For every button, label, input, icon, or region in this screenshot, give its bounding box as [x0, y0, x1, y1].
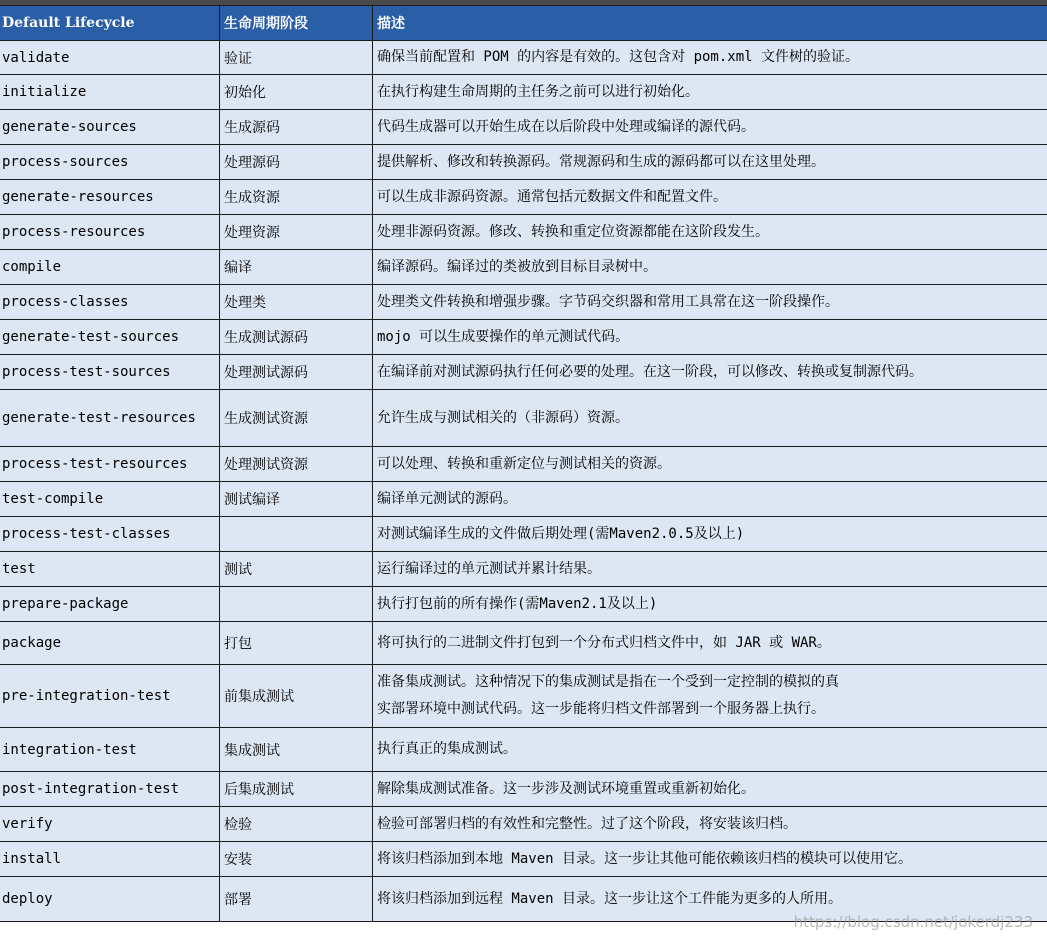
stage-cell: 处理测试源码	[220, 355, 373, 390]
stage-cell: 处理资源	[220, 215, 373, 250]
header-phase: Default Lifecycle	[0, 6, 220, 41]
watermark: https://blog.csdn.net/jokerdj233	[793, 913, 1033, 931]
table-row	[0, 75, 1047, 110]
phase-cell: process-test-classes	[0, 517, 220, 552]
description-cell: 执行打包前的所有操作(需Maven2.1及以上)	[373, 587, 1047, 622]
stage-cell	[220, 517, 373, 552]
maven-lifecycle-table	[0, 5, 1047, 922]
description-cell: 处理类文件转换和增强步骤。字节码交织器和常用工具常在这一阶段操作。	[373, 285, 1047, 320]
description-cell: 处理非源码资源。修改、转换和重定位资源都能在这阶段发生。	[373, 215, 1047, 250]
table-row	[0, 665, 1047, 728]
description-cell: 代码生成器可以开始生成在以后阶段中处理或编译的源代码。	[373, 110, 1047, 145]
description-cell: mojo 可以生成要操作的单元测试代码。	[373, 320, 1047, 355]
table-row	[0, 180, 1047, 215]
description-cell: 在编译前对测试源码执行任何必要的处理。在这一阶段，可以修改、转换或复制源代码。	[373, 355, 1047, 390]
stage-cell: 处理类	[220, 285, 373, 320]
table-header-row	[0, 6, 1047, 41]
stage-cell: 生成测试资源	[220, 390, 373, 447]
phase-cell: integration-test	[0, 728, 220, 772]
stage-cell: 初始化	[220, 75, 373, 110]
stage-cell: 测试	[220, 552, 373, 587]
description-cell: 对测试编译生成的文件做后期处理(需Maven2.0.5及以上)	[373, 517, 1047, 552]
phase-cell: pre-integration-test	[0, 665, 220, 728]
stage-cell: 安装	[220, 842, 373, 877]
table-row	[0, 355, 1047, 390]
table-row	[0, 447, 1047, 482]
phase-cell: process-test-sources	[0, 355, 220, 390]
phase-cell: process-test-resources	[0, 447, 220, 482]
phase-cell: generate-sources	[0, 110, 220, 145]
phase-cell: process-resources	[0, 215, 220, 250]
stage-cell: 生成源码	[220, 110, 373, 145]
table-row	[0, 552, 1047, 587]
description-cell: 将可执行的二进制文件打包到一个分布式归档文件中，如 JAR 或 WAR。	[373, 622, 1047, 665]
table-row	[0, 622, 1047, 665]
table-row	[0, 145, 1047, 180]
table-row	[0, 772, 1047, 807]
description-cell: 编译单元测试的源码。	[373, 482, 1047, 517]
phase-cell: prepare-package	[0, 587, 220, 622]
table-row	[0, 390, 1047, 447]
stage-cell: 处理源码	[220, 145, 373, 180]
phase-cell: package	[0, 622, 220, 665]
description-cell: 执行真正的集成测试。	[373, 728, 1047, 772]
description-cell: 编译源码。编译过的类被放到目标目录树中。	[373, 250, 1047, 285]
description-cell: 在执行构建生命周期的主任务之前可以进行初始化。	[373, 75, 1047, 110]
description-cell: 检验可部署归档的有效性和完整性。过了这个阶段，将安装该归档。	[373, 807, 1047, 842]
description-cell: 可以处理、转换和重新定位与测试相关的资源。	[373, 447, 1047, 482]
table-row	[0, 517, 1047, 552]
description-cell: 确保当前配置和 POM 的内容是有效的。这包含对 pom.xml 文件树的验证。	[373, 41, 1047, 75]
description-cell: 将该归档添加到本地 Maven 目录。这一步让其他可能依赖该归档的模块可以使用它。	[373, 842, 1047, 877]
table-row	[0, 842, 1047, 877]
table-row	[0, 587, 1047, 622]
stage-cell: 处理测试资源	[220, 447, 373, 482]
phase-cell: test	[0, 552, 220, 587]
phase-cell: generate-test-resources	[0, 390, 220, 447]
stage-cell: 后集成测试	[220, 772, 373, 807]
stage-cell: 编译	[220, 250, 373, 285]
description-cell: 提供解析、修改和转换源码。常规源码和生成的源码都可以在这里处理。	[373, 145, 1047, 180]
phase-cell: validate	[0, 41, 220, 75]
table-row	[0, 807, 1047, 842]
phase-cell: generate-resources	[0, 180, 220, 215]
description-cell: 运行编译过的单元测试并累计结果。	[373, 552, 1047, 587]
description-cell: 准备集成测试。这种情况下的集成测试是指在一个受到一定控制的模拟的真 实部署环境中测试代码。这一步能将归档文件部署到一个服务器上执行。	[373, 665, 1047, 728]
header-description: 描述	[373, 6, 1047, 41]
phase-cell: process-sources	[0, 145, 220, 180]
table-row	[0, 285, 1047, 320]
description-cell: 解除集成测试准备。这一步涉及测试环境重置或重新初始化。	[373, 772, 1047, 807]
phase-cell: install	[0, 842, 220, 877]
phase-cell: process-classes	[0, 285, 220, 320]
stage-cell: 测试编译	[220, 482, 373, 517]
phase-cell: generate-test-sources	[0, 320, 220, 355]
stage-cell: 生成测试源码	[220, 320, 373, 355]
table-row	[0, 320, 1047, 355]
stage-cell: 部署	[220, 877, 373, 922]
table-row	[0, 41, 1047, 75]
phase-cell: test-compile	[0, 482, 220, 517]
table-body	[0, 41, 1047, 922]
description-cell: 可以生成非源码资源。通常包括元数据文件和配置文件。	[373, 180, 1047, 215]
table-row	[0, 250, 1047, 285]
phase-cell: initialize	[0, 75, 220, 110]
stage-cell: 生成资源	[220, 180, 373, 215]
stage-cell: 检验	[220, 807, 373, 842]
description-cell: 允许生成与测试相关的（非源码）资源。	[373, 390, 1047, 447]
phase-cell: compile	[0, 250, 220, 285]
stage-cell: 打包	[220, 622, 373, 665]
stage-cell: 前集成测试	[220, 665, 373, 728]
stage-cell: 集成测试	[220, 728, 373, 772]
description-cell: 将该归档添加到远程 Maven 目录。这一步让这个工件能为更多的人所用。	[373, 877, 1047, 922]
table-row	[0, 110, 1047, 145]
stage-cell: 验证	[220, 41, 373, 75]
table-row	[0, 215, 1047, 250]
table-row	[0, 728, 1047, 772]
table-row	[0, 482, 1047, 517]
phase-cell: verify	[0, 807, 220, 842]
stage-cell	[220, 587, 373, 622]
header-stage: 生命周期阶段	[220, 6, 373, 41]
phase-cell: deploy	[0, 877, 220, 922]
phase-cell: post-integration-test	[0, 772, 220, 807]
